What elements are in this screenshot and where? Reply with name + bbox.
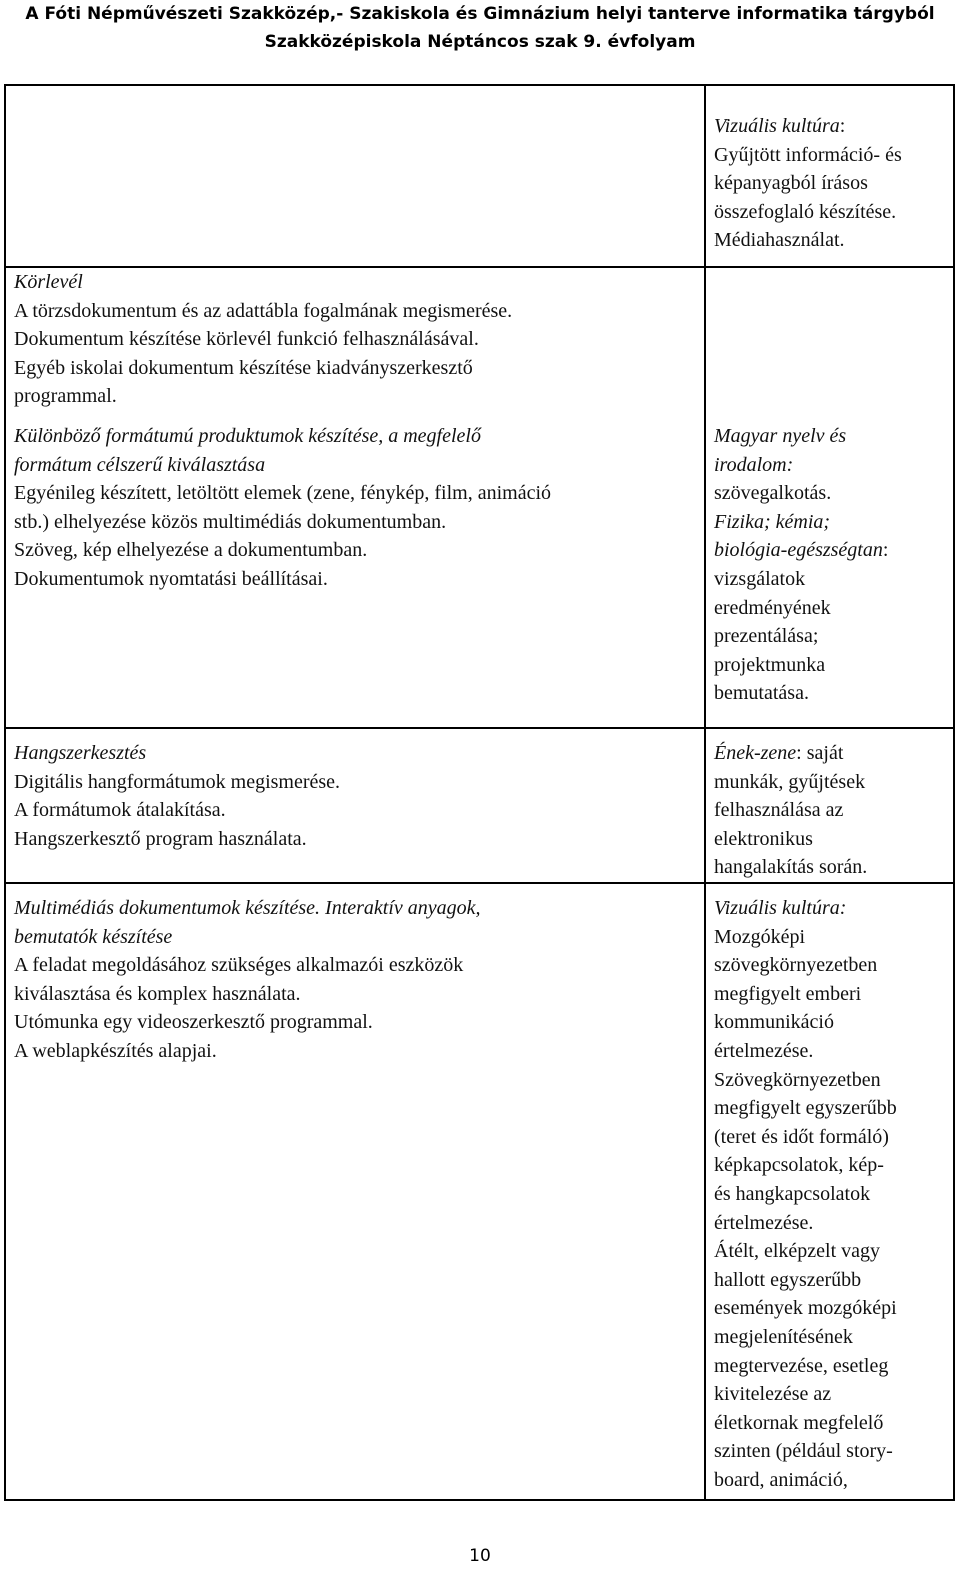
subject-label: biológia-egészségtan	[714, 539, 883, 562]
text-line: A formátumok átalakítása.	[14, 799, 226, 822]
content-cell	[5, 85, 705, 267]
text-line: Médiahasználat.	[714, 229, 845, 252]
content-cell	[5, 728, 705, 883]
text-line: Egyénileg készített, letöltött elemek (zene, fénykép, film, animáció	[14, 482, 552, 505]
section-title: formátum célszerű kiválasztása	[14, 453, 266, 476]
text-line: Utómunka egy videoszerkesztő programmal.	[14, 1011, 373, 1034]
table-row	[5, 728, 954, 883]
text-line: programmal.	[14, 385, 117, 408]
text-line: bemutatása.	[714, 682, 809, 705]
text-line: A törzsdokumentum és az adattábla fogalmának megismerése.	[14, 299, 513, 322]
text-line: szövegalkotás.	[714, 482, 832, 505]
text-line: A weblapkészítés alapjai.	[14, 1039, 217, 1062]
section-title: Hangszerkesztés	[14, 742, 147, 764]
text-line: Dokumentum készítése körlevél funkció felhasználásával.	[14, 328, 479, 351]
text-line: kiválasztása és komplex használata.	[14, 982, 301, 1005]
text-line: (teret és időt formáló)	[714, 1125, 889, 1148]
links-cell: Vizuális kultúra: Gyűjtött információ- és képanyagból írásos összefoglaló készítése. Médiahasználat.	[705, 85, 954, 267]
text-line: prezentálása;	[714, 625, 819, 648]
text-line: Mozgóképi	[714, 925, 806, 948]
subject-label: Vizuális kultúra:	[714, 897, 847, 919]
text-line: életkornak megfelelő	[714, 1411, 884, 1434]
text-line: munkák, gyűjtések	[714, 770, 866, 793]
text-line: események mozgóképi	[714, 1297, 897, 1320]
text-line: Gyűjtött információ- és	[714, 143, 902, 166]
text-line: hallott egyszerűbb	[714, 1268, 862, 1291]
links-cell: Ének-zene: saját munkák, gyűjtések felhasználása az elektronikus hangalakítás során.	[705, 728, 954, 883]
text-line: felhasználása az	[714, 799, 844, 822]
text-line: hangalakítás során.	[714, 856, 868, 879]
text-line: Egyéb iskolai dokumentum készítése kiadványszerkesztő	[14, 356, 473, 379]
page-number: 10	[469, 1546, 491, 1566]
text-line: vizsgálatok	[714, 567, 806, 590]
text-line: megtervezése, esetleg	[714, 1354, 889, 1377]
header-line-2: Szakközépiskola Néptáncos szak 9. évfolyam	[264, 32, 696, 52]
text-line: eredményének	[714, 596, 831, 619]
text-line: összefoglaló készítése.	[714, 200, 897, 223]
subject-label: Magyar nyelv és	[714, 425, 847, 447]
text-line: Átélt, elképzelt vagy	[714, 1240, 881, 1263]
text-line: Hangszerkesztő program használata.	[14, 827, 307, 850]
text-line: stb.) elhelyezése közös multimédiás dokumentumban.	[14, 510, 447, 533]
document-header	[0, 0, 960, 56]
text-line: megfigyelt egyszerűbb	[714, 1097, 897, 1120]
text-line: Szöveg, kép elhelyezése a dokumentumban.	[14, 539, 368, 562]
subject-label: Vizuális kultúra	[714, 115, 840, 137]
table-row	[5, 883, 954, 1500]
text-line: képanyagból írásos	[714, 172, 868, 195]
text-line: szinten (például story-	[714, 1440, 893, 1463]
subject-label: Fizika; kémia;	[714, 510, 831, 533]
text-line: projektmunka	[714, 653, 826, 676]
text-line: értelmezése.	[714, 1211, 814, 1234]
content-cell	[5, 267, 705, 728]
text-line: kivitelezése az	[714, 1383, 832, 1406]
text-line: elektronikus	[714, 827, 813, 850]
text-line: kommunikáció	[714, 1011, 834, 1034]
section-title: Különböző formátumú produktumok készítése, a megfelelő	[14, 424, 481, 447]
table-row	[5, 85, 954, 267]
text-line: értelmezése.	[714, 1039, 814, 1062]
links-cell	[705, 883, 954, 1500]
section-title: Körlevél	[14, 271, 83, 293]
text-line: megjelenítésének	[714, 1325, 853, 1348]
text-line: képkapcsolatok, kép-	[714, 1154, 884, 1177]
subject-label: Ének-zene	[714, 742, 797, 764]
text-line: megfigyelt emberi	[714, 982, 862, 1005]
curriculum-table	[4, 84, 955, 1501]
table-row	[5, 267, 954, 728]
text-line: szövegkörnyezetben	[714, 954, 878, 977]
text-line: Dokumentumok nyomtatási beállításai.	[14, 567, 328, 590]
section-title: bemutatók készítése	[14, 925, 173, 948]
text-line: és hangkapcsolatok	[714, 1182, 871, 1205]
text-line: Digitális hangformátumok megismerése.	[14, 770, 341, 793]
subject-label: irodalom:	[714, 453, 794, 476]
header-line-1: A Fóti Népművészeti Szakközép,- Szakiskola és Gimnázium helyi tanterve informatika tárgyból	[25, 4, 935, 24]
text-line: A feladat megoldásához szükséges alkalmazói eszközök	[14, 954, 464, 977]
text-line: board, animáció,	[714, 1468, 848, 1491]
content-cell	[5, 883, 705, 1500]
links-cell: Magyar nyelv és irodalom: szövegalkotás. Fizika; kémia; biológia-egészségtan: vizsgálatok eredményének prezentálása; projektmunka bemutatása.	[705, 267, 954, 728]
section-title: Multimédiás dokumentumok készítése. Interaktív anyagok,	[14, 897, 481, 919]
text-line: Szövegkörnyezetben	[714, 1068, 881, 1091]
